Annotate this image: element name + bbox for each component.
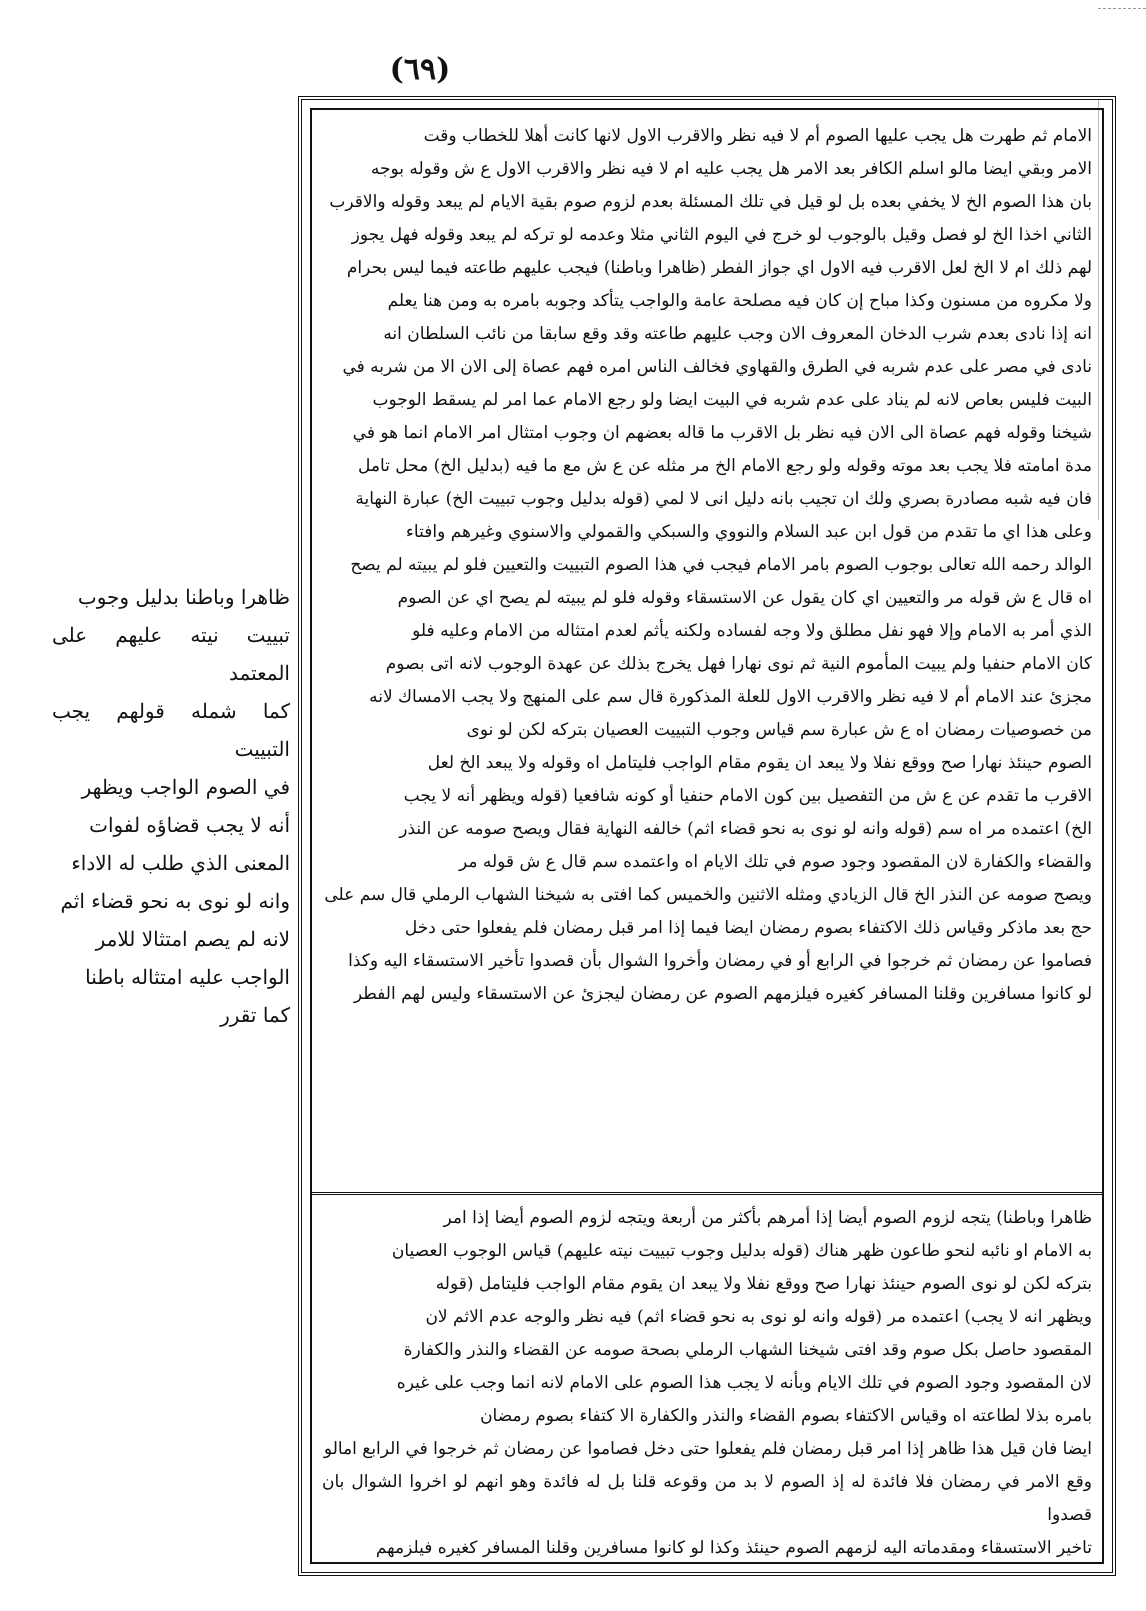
- footnote-text: [322, 1202, 1092, 1572]
- side-note-line: كما تقرر: [220, 1003, 290, 1027]
- footnote-line: ويظهر انه لا يجب) اعتمده مر (قوله وانه لو نوى به نحو قضاء اثم) فيه نظر والوجه عدم الاثم لان: [425, 1307, 1092, 1327]
- footnote-line: لان المقصود وجود الصوم في تلك الايام وبأنه لا يجب هذا الصوم على الامام لانه انما وجب على غيره: [396, 1373, 1092, 1393]
- side-note-line: المعنى الذي طلب له الاداء: [71, 851, 290, 875]
- main-text-line: اه قال ع ش قوله مر والتعيين اي كان يقول عن الاستسقاء وقوله فلو لم يبيته لم يصح اي عن الصوم: [397, 588, 1092, 608]
- main-text-line: لو كانوا مسافرين وقلنا المسافر كغيره فيلزمهم الصوم عن رمضان ليجزئ عن الاستسقاء وليس لهم الفطر: [353, 984, 1092, 1004]
- main-text-line: الذي أمر به الامام وإلا فهو نفل مطلق ولا وجه لفساده ولكنه يأثم لعدم امتثاله من الامام وعليه فلو: [412, 621, 1092, 641]
- footnote-line: بتركه لكن لو نوى الصوم حينئذ نهارا صح ووقع نفلا ولا يبعد ان يقوم مقام الواجب فليتامل (قوله: [435, 1274, 1092, 1294]
- side-note-line: كما شمله قولهم يجب التبييت: [52, 699, 290, 761]
- footnote-line: بامره بذلا لطاعته اه وقياس الاكتفاء بصوم القضاء والنذر والكفارة الا كتفاء بصوم رمضان: [480, 1406, 1092, 1426]
- main-text-line: وعلى هذا اي ما تقدم من قول ابن عبد السلام والنووي والسبكي والقمولي والاسنوي وغيرهم وافتاء: [405, 522, 1092, 542]
- main-text-line: ويصح صومه عن النذر الخ قال الزيادي ومثله الاثنين والخميس كما افتى به شيخنا الشهاب الرملي قال سم على: [324, 885, 1092, 905]
- main-text-line: مجزئ عند الامام أم لا فيه نظر والاقرب الاول للعلة المذكورة قال سم على المنهج ولا يجب الامساك لانه: [369, 687, 1092, 707]
- main-text-line: حج بعد ماذكر وقياس ذلك الاكتفاء بصوم رمضان ايضا فيما إذا امر قبل رمضان فلم يفعلوا حتى دخل: [404, 918, 1092, 938]
- footnote-line: المقصود حاصل بكل صوم وقد افتى شيخنا الشهاب الرملي بصحة صومه عن القضاء والنذر والكفارة: [403, 1340, 1092, 1360]
- main-text-line: الخ) اعتمده مر اه سم (قوله وانه لو نوى به نحو قضاء اثم) خالفه النهاية فقال ويصح صومه عن النذر: [399, 819, 1092, 839]
- main-text-line: الوالد رحمه الله تعالى بوجوب الصوم بامر الامام فيجب في هذا الصوم التبييت والتعيين فلو لم يبيته لم يصح: [350, 555, 1092, 575]
- side-note-line: تبييت نيته عليهم على المعتمد: [52, 623, 290, 685]
- footnote-line: وقع الامر في رمضان فلا فائدة له إذ الصوم لا بد من وقوعه قلنا بل له فائدة وهو انهم لو اخروا الشوال بان قصدوا: [322, 1472, 1092, 1525]
- main-text-line: الاقرب ما تقدم عن ع ش من التفصيل بين كون الامام حنفيا أو كونه شافعيا (قوله ويظهر أنه لا يجب: [403, 786, 1092, 806]
- main-text-line: البيت فليس بعاص لانه لم يناد على عدم شربه في البيت ايضا ولو رجع الامام عما امر لم يسقط الوجوب: [372, 390, 1092, 410]
- main-text-line: فان فيه شبه مصادرة بصري ولك ان تجيب بانه دليل انى لا لمي (قوله بدليل وجوب تبييت الخ) عبارة النهاية: [355, 489, 1092, 509]
- main-text-line: والقضاء والكفارة لان المقصود وجود صوم في تلك الايام اه واعتمده سم قال ع ش قوله مر: [458, 852, 1092, 872]
- footnote-line: ايضا فان قيل هذا ظاهر إذا امر قبل رمضان فلم يفعلوا حتى دخل فصاموا عن رمضان ثم خرجوا في الرابع امالو: [323, 1439, 1092, 1459]
- main-text-line: بان هذا الصوم الخ لا يخفي بعده بل لو قيل في تلك المسئلة بعدم لزوم صوم بقية الايام لم يبعد وقوله والاقرب: [329, 192, 1092, 212]
- main-text-line: الصوم حينئذ نهارا صح ووقع نفلا ولا يبعد ان يقوم مقام الواجب فليتامل اه وقوله ولا يبعد الخ لعل: [427, 753, 1092, 773]
- main-text: [322, 120, 1092, 1186]
- side-note-line: ظاهرا وباطنا بدليل وجوب: [77, 585, 290, 609]
- footnote-line: تاخير الاستسقاء ومقدماته اليه لزمهم الصوم حينئذ وكذا لو كانوا مسافرين وقلنا المسافر كغيره فيلزمهم: [375, 1538, 1092, 1558]
- main-text-line: لهم ذلك ام لا الخ لعل الاقرب فيه الاول اي جواز الفطر (ظاهرا وباطنا) فيجب عليهم طاعته فيما ليس بحرام: [346, 258, 1092, 278]
- footnote-line: به الامام او نائبه لنحو طاعون ظهر هناك (قوله بدليل وجوب تبييت نيته عليهم) قياس الوجوب العصيان: [391, 1241, 1092, 1261]
- page-number: (٦٩): [389, 52, 451, 87]
- side-note-line: وانه لو نوى به نحو قضاء اثم: [60, 889, 290, 913]
- page-frame: [298, 96, 1116, 1576]
- main-text-line: الامر وبقي ايضا مالو اسلم الكافر بعد الامر هل يجب عليه ام لا فيه نظر والاقرب الاول ع ش وقوله بوجه: [370, 159, 1092, 179]
- main-text-line: الامام ثم طهرت هل يجب عليها الصوم أم لا فيه نظر والاقرب الاول لانها كانت أهلا للخطاب وقت: [423, 126, 1092, 146]
- side-note-line: الواجب عليه امتثاله باطنا: [85, 965, 290, 989]
- side-note-line: أنه لا يجب قضاؤه لفوات: [89, 813, 290, 837]
- footnote-line: ظاهرا وباطنا) يتجه لزوم الصوم أيضا إذا أمرهم بأكثر من أربعة ويتجه لزوم الصوم أيضا إذا امر: [443, 1208, 1092, 1228]
- side-note-line: لانه لم يصم امتثالا للامر: [95, 927, 290, 951]
- side-note-line: في الصوم الواجب ويظهر: [81, 775, 290, 799]
- main-text-line: انه إذا نادى بعدم شرب الدخان المعروف الان وجب عليهم طاعته وقد وقع سابقا من نائب السلطان انه: [383, 324, 1092, 344]
- main-text-line: فصاموا عن رمضان ثم خرجوا في الرابع أو في رمضان وأخروا الشوال بأن قصدوا تأخير الاستسقاء اليه وكذا: [348, 951, 1092, 971]
- main-text-line: من خصوصيات رمضان اه ع ش عبارة سم قياس وجوب التبييت العصيان بتركه لكن لو نوى: [466, 720, 1092, 740]
- top-edge-rule: [1098, 8, 1146, 9]
- section-divider: [312, 1192, 1102, 1195]
- side-note: [52, 578, 290, 1034]
- main-text-line: شيخنا وقوله فهم عصاة الى الان فيه نظر بل الاقرب ما قاله بعضهم ان وجوب امتثال امر الامام انما هو في: [352, 423, 1092, 443]
- main-text-line: كان الامام حنفيا ولم يبيت المأموم النية ثم نوى نهارا فهل يخرج بذلك عن عهدة الوجوب لانه اتى بصوم: [385, 654, 1092, 674]
- main-text-line: نادى في مصر على عدم شربه في الطرق والقهاوي فخالف الناس امره فهم عصاة إلى الان الا من شربه في: [342, 357, 1092, 377]
- main-text-line: الثاني اخذا الخ لو فصل وقيل بالوجوب لو خرج في اليوم الثاني مثلا وعدمه لو تركه لم يبعد وقوله فهل يجوز: [351, 225, 1092, 245]
- main-text-line: مدة امامته فلا يجب بعد موته وقوله ولو رجع الامام الخ مر مثله عن ع ش مع ما فيه (بدليل الخ) محل تامل: [358, 456, 1092, 476]
- inner-frame: [310, 108, 1104, 1564]
- main-text-line: ولا مكروه من مسنون وكذا مباح إن كان فيه مصلحة عامة والواجب يتأكد وجوبه بامره به ومن هنا يعلم: [387, 291, 1092, 311]
